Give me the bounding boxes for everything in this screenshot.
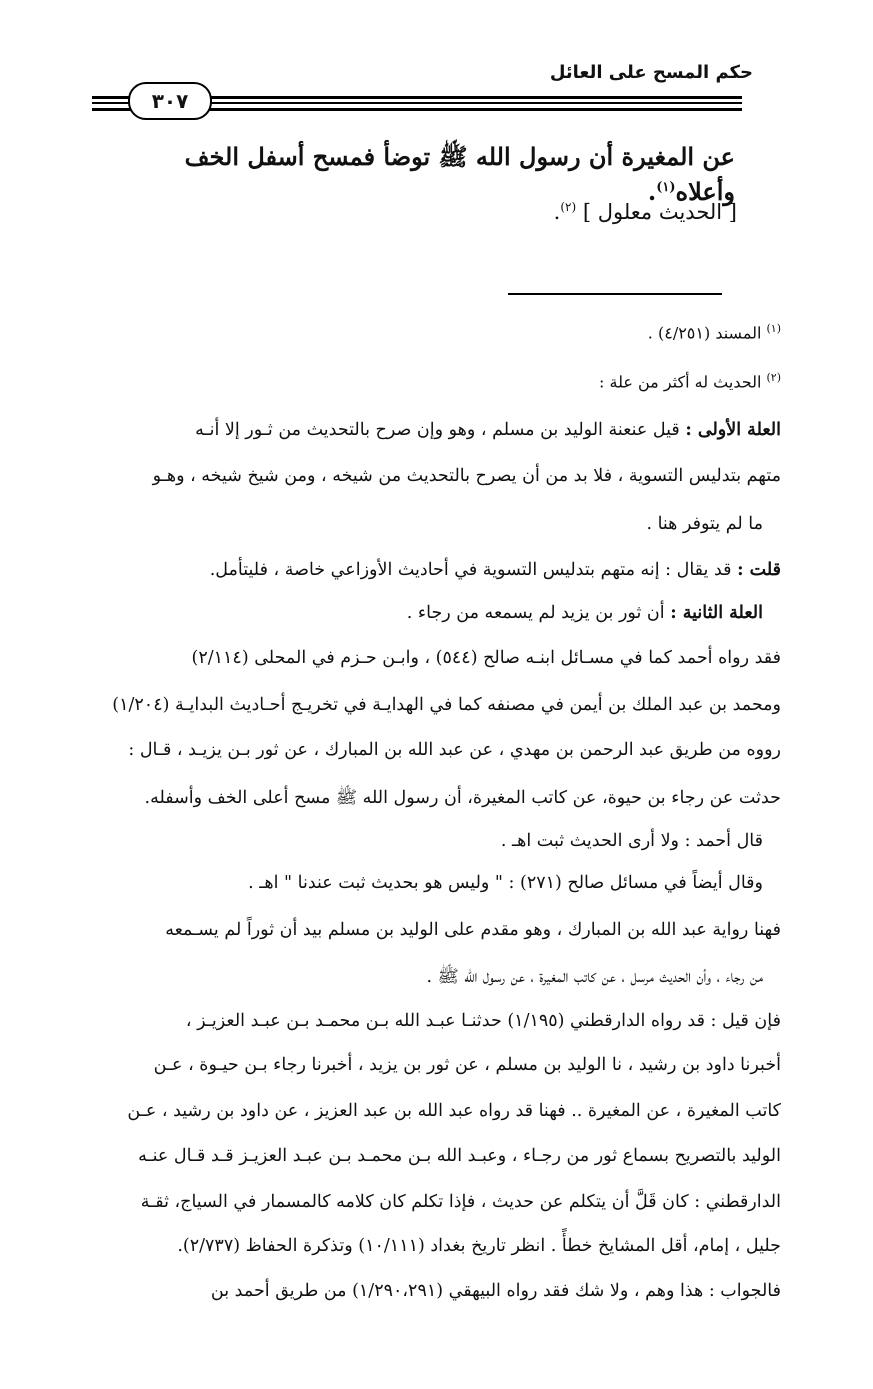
body-line [63, 740, 781, 760]
footnote-2 [81, 371, 781, 391]
body-line-text: الوليد بالتصريح بسماع ثور من رجـاء ، وعبـد الله بـن محمـد بـن عبـد العزيـز قـد قـال عنـه [138, 1146, 781, 1166]
body-line [63, 1055, 781, 1075]
body-line [63, 920, 781, 940]
footnote-1 [81, 322, 781, 342]
body-line [45, 514, 763, 534]
page-number: ٣٠٧ [128, 82, 212, 120]
body-line [63, 1192, 781, 1212]
hadith-body: عن المغيرة أن رسول الله ﷺ توضأ فمسح أسفل الخف وأعلاه [184, 142, 735, 206]
footnote-2-marker: (٢) [766, 371, 781, 384]
body-line-text: قيل عنعنة الوليد بن مسلم ، وهو وإن صرح بالتحديث من ثـور إلا أنـه [195, 420, 686, 440]
ruling-footnote-ref: (٢) [560, 200, 577, 214]
body-line-label: العلة الثانية : [670, 603, 763, 623]
body-line [63, 648, 781, 668]
body-line-text: من رجاء ، وأن الحديث مرسل ، عن كاتب المغيرة ، عن رسول الله ﷺ . [426, 967, 763, 987]
body-line-text: فالجواب : هذا وهم ، ولا شك فقد رواه البيهقي (١/٢٩٠،٢٩١) من طريق أحمد بن [210, 1281, 781, 1301]
body-line-text: أن ثور بن يزيد لم يسمعه من رجاء . [406, 603, 671, 623]
body-line [63, 1101, 781, 1121]
running-header-title: حكم المسح على العائل [549, 62, 753, 83]
body-line-text: جليل ، إمام، أقل المشايخ خطأً . انظر تاريخ بغداد (١٠/١١١) وتذكرة الحفاظ (٢/٧٣٧). [177, 1236, 781, 1256]
body-line-text: ما لم يتوفر هنا . [646, 514, 763, 534]
body-line-text: قال أحمد : ولا أرى الحديث ثبت اهـ . [500, 831, 763, 851]
body-line [45, 603, 763, 623]
ruling-text: [ الحديث معلول ] $^{(٢)}$. [553, 200, 737, 224]
body-line [63, 1281, 781, 1301]
body-line [63, 1011, 781, 1031]
body-line [63, 1146, 781, 1166]
body-line-text: فهنا رواية عبد الله بن المبارك ، وهو مقدم على الوليد بن مسلم بيد أن ثوراً لم يسـمعه [165, 920, 781, 940]
body-line-text: متهم بتدليس التسوية ، فلا بد من أن يصرح بالتحديث من شيخه ، ومن شيخ شيخه ، وهـو [152, 466, 781, 486]
footnote-2-text: الحديث له أكثر من علة : [599, 372, 762, 392]
footnote-separator [508, 293, 722, 295]
hadith-footnote-ref: (١) [656, 180, 676, 195]
hadith-text: عن المغيرة أن رسول الله ﷺ توضأ فمسح أسفل الخف وأعلاه$^{(١)}$. [184, 142, 735, 206]
body-line [63, 695, 781, 715]
footnote-1-marker: (١) [766, 322, 781, 335]
body-line-text: قد يقال : إنه متهم بتدليس التسوية في أحاديث الأوزاعي خاصة ، فليتأمل. [209, 560, 738, 580]
body-line-text: ومحمد بن عبد الملك بن أيمن في مصنفه كما في الهدايـة في تخريـج أحـاديث البدايـة (١/٢٠٤) [112, 695, 781, 715]
body-line-text: فقد رواه أحمد كما في مسـائل ابنـه صالح (٥٤٤) ، وابـن حـزم في المحلى (٢/١١٤) [191, 648, 781, 668]
body-line-text: فإن قيل : قد رواه الدارقطني (١/١٩٥) حدثنـا عبـد الله بـن محمـد بـن عبـد العزيـز ، [185, 1011, 781, 1031]
body-line [45, 965, 763, 991]
body-line-text: رووه من طريق عبد الرحمن بن مهدي ، عن عبد الله بن المبارك ، عن ثور بـن يزيـد ، قـال : [128, 740, 781, 760]
body-line-label: العلة الأولى : [685, 420, 781, 440]
body-line [45, 831, 763, 851]
body-line [45, 873, 763, 893]
body-line [63, 560, 781, 580]
body-line [63, 1236, 781, 1256]
body-line [63, 786, 781, 812]
body-line-text: كاتب المغيرة ، عن المغيرة .. فهنا قد رواه عبد الله بن عبد العزيز ، عن داود بن رشيد ، عـن [127, 1101, 781, 1121]
body-line-text: وقال أيضاً في مسائل صالح (٢٧١) : " وليس هو بحديث ثبت عندنا " اهـ . [248, 873, 763, 893]
body-line-text: أخبرنا داود بن رشيد ، نا الوليد بن مسلم ، عن ثور بن يزيد ، أخبرنا رجاء بـن حيـوة ، عـن [153, 1055, 781, 1075]
body-line [63, 466, 781, 486]
body-line-label: قلت : [737, 560, 781, 580]
body-line-text: حدثت عن رجاء بن حيوة، عن كاتب المغيرة، أن رسول الله ﷺ مسح أعلى الخف وأسفله. [144, 788, 781, 808]
body-line [63, 420, 781, 440]
footnote-1-text: المسند (٤/٢٥١) . [647, 323, 762, 343]
ruling-body: [ الحديث معلول ] [582, 200, 737, 224]
body-line-text: الدارقطني : كان قَلَّ أن يتكلم عن حديث ، فإذا تكلم كان كلامه كالمسمار في السياج، ثقـة [140, 1192, 781, 1212]
